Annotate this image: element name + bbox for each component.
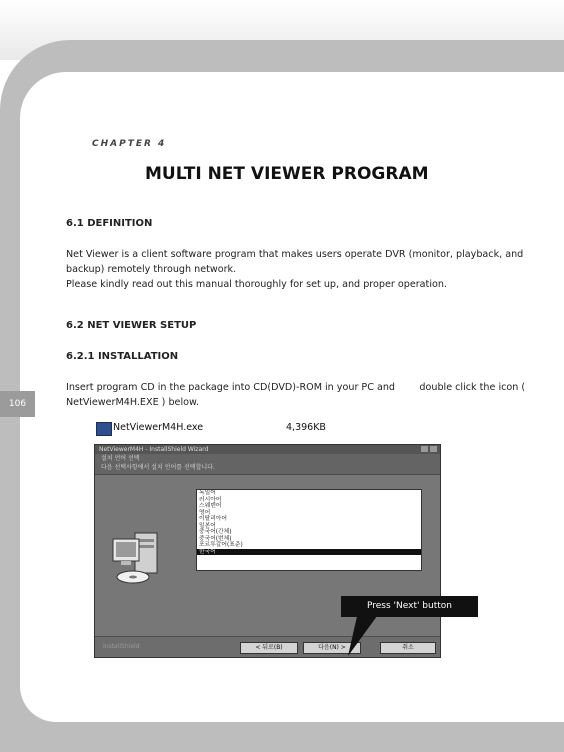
language-option[interactable]: 한국어 — [197, 549, 421, 556]
next-button[interactable]: 다음(N) > — [303, 642, 361, 654]
installer-icon[interactable] — [96, 422, 112, 436]
language-option[interactable]: 영어 — [199, 509, 211, 516]
definition-heading: 6.1 DEFINITION — [66, 218, 153, 229]
file-size: 4,396KB — [286, 422, 326, 433]
file-name: NetViewerM4H.exe — [113, 422, 204, 433]
installer-file[interactable] — [96, 422, 326, 436]
language-option[interactable]: 일본어 — [199, 522, 216, 529]
minimize-icon[interactable] — [421, 446, 428, 452]
definition-paragraph — [66, 247, 536, 292]
installation-heading: 6.2.1 INSTALLATION — [66, 351, 179, 362]
language-option[interactable]: 독일어 — [199, 490, 216, 496]
language-option[interactable]: 중국어(간체) — [199, 529, 232, 535]
definition-line: backup) remotely through network. — [66, 264, 237, 275]
installation-paragraph — [66, 380, 536, 410]
close-icon[interactable] — [430, 446, 437, 452]
language-option[interactable]: 러시아어 — [199, 496, 222, 503]
page-title: MULTI NET VIEWER PROGRAM — [145, 164, 429, 184]
back-button[interactable]: < 뒤로(B) — [240, 642, 298, 654]
cancel-button[interactable]: 취소 — [380, 642, 436, 654]
installshield-brand: InstallShield — [103, 643, 140, 650]
page-number: 106 — [0, 391, 35, 417]
definition-line: Please kindly read out this manual thoroughly for set up, and proper operation. — [66, 279, 447, 290]
language-option[interactable]: 이탈리아어 — [199, 516, 227, 522]
language-option[interactable]: 중국어(번체) — [199, 535, 232, 542]
window-controls — [421, 446, 437, 452]
window-title: NetViewerM4H - InstallShield Wizard — [95, 445, 440, 454]
setup-heading: 6.2 NET VIEWER SETUP — [66, 320, 197, 331]
chapter-label: CHAPTER 4 — [92, 139, 167, 149]
installation-line: Insert program CD in the package into CD(DVD)-ROM in your PC and double click the icon ( — [66, 382, 526, 393]
language-list[interactable] — [196, 489, 422, 571]
callout-label: Press 'Next' button — [341, 596, 478, 617]
definition-line: Net Viewer is a client software program that makes users operate DVR (monitor, playback, and — [66, 249, 524, 260]
installation-line: NetViewerM4H.EXE ) below. — [66, 397, 200, 408]
wizard-header — [95, 454, 440, 475]
callout-pointer — [338, 612, 398, 660]
computer-icon — [109, 527, 169, 587]
language-option[interactable]: 스웨덴어 — [199, 503, 222, 509]
wizard-header-subtitle: 다음 선택사항에서 설치 언어를 선택합니다. — [101, 464, 215, 471]
wizard-header-title: 설치 언어 선택 — [101, 455, 140, 462]
language-option[interactable]: 포르투갈어(표준) — [199, 542, 243, 548]
